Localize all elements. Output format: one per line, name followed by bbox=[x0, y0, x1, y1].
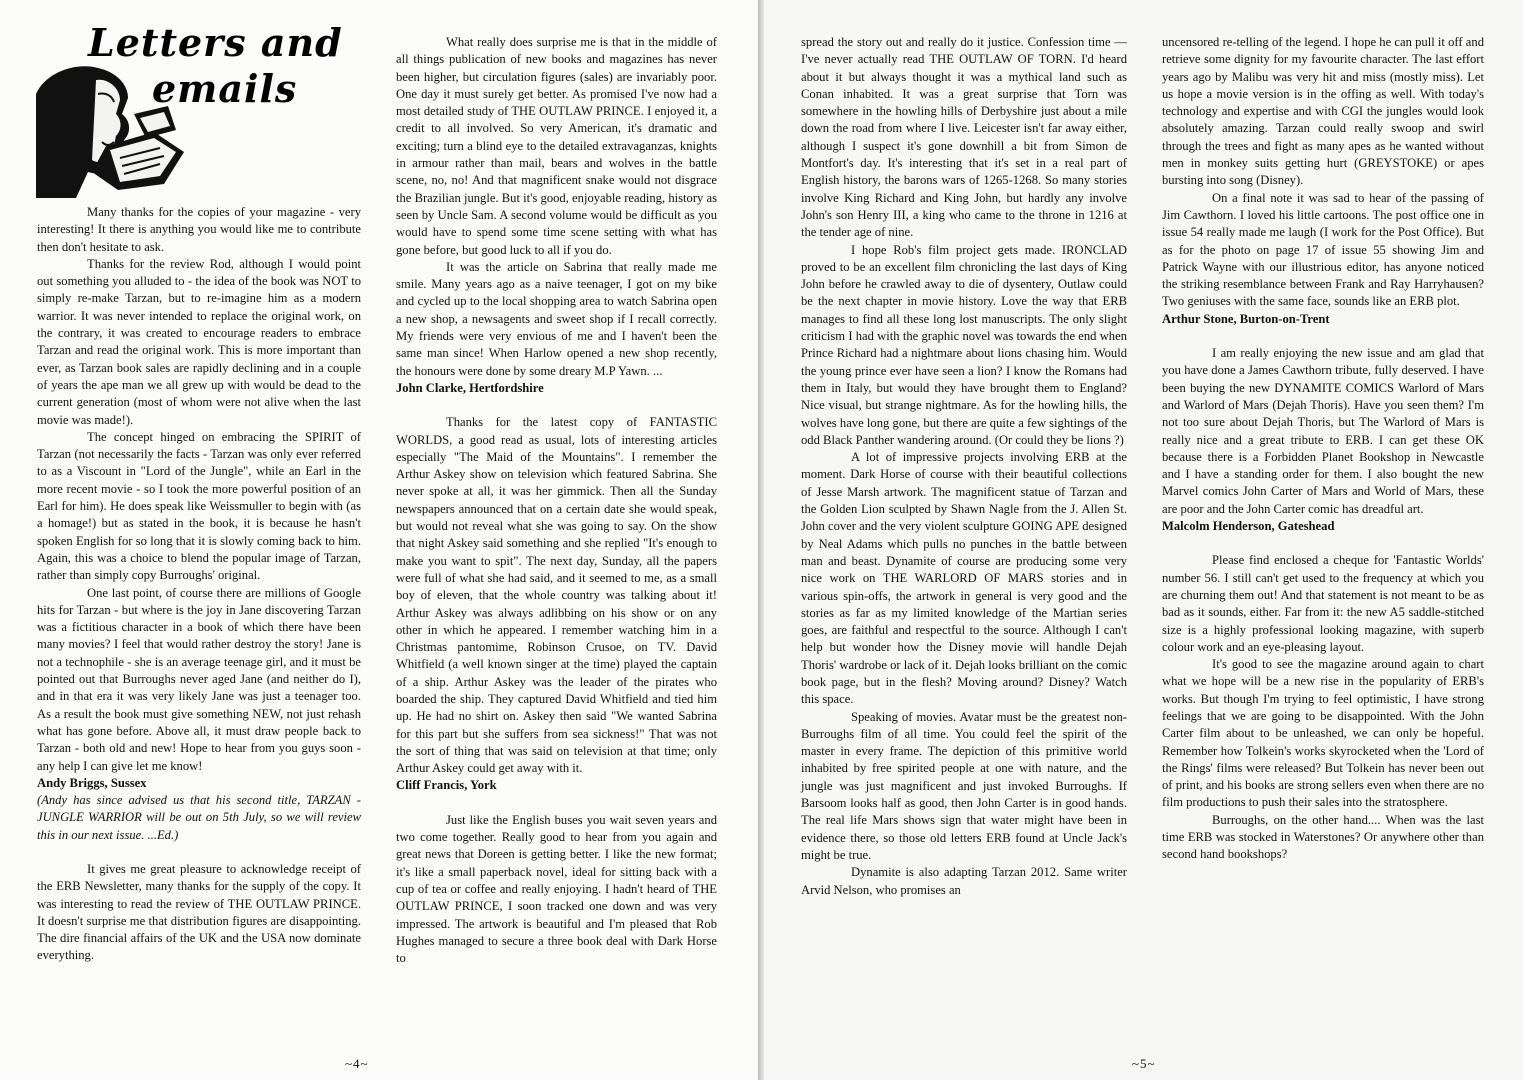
page-number-right: ~5~ bbox=[1132, 1056, 1156, 1071]
page-number-left: ~4~ bbox=[345, 1056, 369, 1071]
masthead bbox=[36, 20, 366, 198]
letter-paragraph: Burroughs, on the other hand.... When was the last time ERB was stocked in Waterstones? Or anywhere other than second hand bookshops? bbox=[1162, 812, 1484, 862]
editor-note: (Andy has since advised us that his second title, TARZAN -JUNGLE WARRIOR will be out on 5th July, so we will review this in our next issue. ...Ed.) bbox=[37, 793, 361, 842]
letter-paragraph: On a final note it was sad to hear of the passing of Jim Cawthorn. I loved his little cartoons. The post office one in issue 54 really made me laugh (I work for the Post Office). But as for the photo on page 17 of issue 55 showing Jim and Patrick Wayne with our illustrious editor, has anyone noticed the striking resemblance between Frank and Ray Harryhausen? Two geniuses with the same face, sounds like an ERB plot. bbox=[1162, 190, 1484, 309]
letter-paragraph: Dynamite is also adapting Tarzan 2012. Same writer Arvid Nelson, who promises an bbox=[801, 865, 1127, 897]
letter-paragraph: I hope Rob's film project gets made. IRONCLAD proved to be an excellent film chronicling the last days of King John before he crawled away to die of dysentery, Outlaw could be the next chapter in movie history. Love the way that ERB manages to find all these long lost manuscripts. The only slight criticism I had with the graphic novel was towards the end when Prince Richard had a nightmare about lions chasing him. Would the young prince ever have seen a lion? I know the Romans had them in Italy, but would they have brought them to England? Nice visual, but strange nightmare. As for the howling hills, the wolves have long gone, but there are quite a few sightings of the odd Black Panther wandering around. (Or could they be lions ?) bbox=[801, 242, 1127, 447]
letter-signature: Andy Briggs, Sussex bbox=[37, 775, 147, 790]
letter-paragraph: What really does surprise me is that in the middle of all things publication of new books and magazines has never been higher, but circulation figures (sales) are invariably poor. One day it must surely get better. As promised I've now had a most detailed study of THE OUTLAW PRINCE. I enjoyed it, a credit to all involved. So very American, it's dramatic and exciting; turn a blind eye to the detailed extravaganzas, knights in armour rather than mail, bears and wolves in the battle scene, no, no! And that magnificent snake would not disgrace the Brazilian jungle. But it's good, enjoyable reading, history as seen by Uncle Sam. A second volume would be difficult as you would have to spend some time scene setting with what has gone before, but good luck to all if you do. bbox=[396, 35, 717, 257]
letter-signature: Cliff Francis, York bbox=[396, 778, 497, 793]
letter-paragraph: uncensored re-telling of the legend. I hope he can pull it off and retrieve some dignity for my favourite character. The last effort years ago by Malibu was very hit and miss (mostly miss). Let us hope a movie version is in the offing as well. With today's technology and expertise and with CGI the jungles would look absolutely amazing. Tarzan could really swoop and swirl through the trees and fight as many apes as he wanted without men in monkey suits getting hurt (GREYSTOKE) or apes bursting into song (Disney). bbox=[1162, 35, 1484, 188]
column-2 bbox=[396, 34, 717, 967]
letter-paragraph: Many thanks for the copies of your magazine - very interesting! It there is anything you would like me to contribute then don't hesitate to ask. bbox=[37, 205, 361, 254]
column-3 bbox=[801, 34, 1127, 899]
heading-line1: Letters and bbox=[88, 20, 343, 65]
letter-paragraph: Just like the English buses you wait seven years and two come together. Really good to hear from you again and great news that Doreen is getting better. I like the new format; it's like a small paperback novel, ideal for sitting back with a cup of tea or coffee and really enjoying. I hadn't heard of THE OUTLAW PRINCE, I soon tracked one down and was very impressed. The artwork is beautiful and I'm pleased that Rob Hughes managed to secure a three book deal with Dark Horse to bbox=[396, 812, 717, 966]
letter-paragraph: It was the article on Sabrina that really made me smile. Many years ago as a naive teenager, I got on my bike and cycled up to the local shopping area to watch Sabrina open a new shop, a newsagents and sweet shop if I recall correctly. My friends were very envious of me and I haven't been the same man since! When Harlow opened a new shop recently, the honours were done by some dreary M.P Yawn. ... bbox=[396, 259, 717, 378]
column-1 bbox=[37, 204, 361, 965]
letter-paragraph: spread the story out and really do it justice. Confession time — I've never actually read THE OUTLAW OF TORN. I'd heard about it but always thought it was a mythical land such as Conan inhabited. It was a great surprise that Torn was somewhere in the howling hills of Derbyshire just about a mile down the road from where I live. Leicester isn't far away either, although I suspect it's gone downhill a bit from Simon de Montfort's day. It's interesting that it's set in a real part of English history, the barons wars of 1265-1268. So many stories involve King Richard and King John, but hardly any involve John's son Henry III, a king who came to the throne in 1216 at the tender age of nine. bbox=[801, 35, 1127, 240]
heading-line2: emails bbox=[152, 66, 298, 111]
letter-paragraph: One last point, of course there are millions of Google hits for Tarzan - but where is the joy in Jane discovering Tarzan was a fictitious character in a book of which there have been many movies? I feel that would rather destroy the story! Jane is not a technophile - she is an average teenage girl, and it must be pointed out that Burroughs never aged Jane (and neither do I), and in that era it was very likely Jane was just a teenager too. As a result the book must give something NEW, not just rehash what has gone before. Above all, it must draw people back to Tarzan - both old and new! Hope to hear from you guys soon - any help I can give let me know! bbox=[37, 585, 361, 773]
letter-paragraph: Thanks for the latest copy of FANTASTIC WORLDS, a good read as usual, lots of interesting articles especially "The Maid of the Mountains". I remember the Arthur Askey show on television which featured Sabrina. She never spoke at all, it was her gimmick. Then all the Sunday newspapers announced that on a certain date she would speak, but would not reveal what she was going to say. On the show that night Askey said something and she replied "It's enough to make you want to spit". The next day, Sunday, all the papers were full of what she had said, and it seemed to me, as a small boy of eleven, that the whole country was talking about it! Arthur Askey was always adlibbing on his show or on any other in which he appeared. I remember watching him in a Christmas pantomime, Robinson Crusoe, on TV. David Whitfield (a well known singer at the time) played the captain of a ship. Arthur Askey was the leader of the pirates who boarded the ship. They captured David Whitfield and tied him up. He had no shirt on. Askey then said "We wanted Sabrina for this part but she suffers from sea sickness!" That was not the sort of thing that was said on television at that time; only Arthur Askey could get away with it. bbox=[396, 415, 717, 776]
column-4 bbox=[1162, 34, 1484, 864]
letter-paragraph: It's good to see the magazine around again to chart what we hope will be a new rise in the popularity of ERB's works. But though I'm trying to feel optimistic, I have strong feelings that we are going to be disappointed. With the John Carter film about to be unleashed, we can only be hopeful. Remember how Tolkein's works skyrocketed when the 'Lord of the Rings' films were released? But Tolkein has never been out of print, and his books are strong sellers even when there are no film productions to push their sales into the stratosphere. bbox=[1162, 657, 1484, 810]
letter-paragraph: Thanks for the review Rod, although I would point out something you alluded to - the idea of the book was NOT to simply re-make Tarzan, but to re-imagine him as a modern warrior. It was never intended to replace the original work, on the contrary, it was created to encourage readers to embrace Tarzan and read the original work. This is more important than ever, as Tarzan book sales are rapidly declining and in a couple of years the ape man we all grew up with would be dead to the current generation (most of whom were not alive when the last movie was made!). bbox=[37, 256, 361, 427]
letter-paragraph: A lot of impressive projects involving ERB at the moment. Dark Horse of course with their beautiful collections of Jesse Marsh artwork. The magnificent statue of Tarzan and the Golden Lion sculpted by Shawn Nagle from the J. Allen St. John cover and the very violent sculpture GOING APE designed by Neal Adams which pulls no punches in the battle between man and beast. Dynamite of course are producing some very nice work on THE WARLORD OF MARS stories and in various spin-offs, the artwork in general is very good and the stories as far as my limited knowledge of the Martian series goes, are faithful and respectful to the source. Although I can't help but wonder how the Disney movie will handle Dejah Thoris' wardrobe or lack of it. Dejah looks brilliant on the comic book page, but in the flesh? Moving around? Disney? Watch this space. bbox=[801, 450, 1127, 707]
letter-signature: Malcolm Henderson, Gateshead bbox=[1162, 519, 1335, 534]
letter-paragraph: Speaking of movies. Avatar must be the greatest non-Burroughs film of all time. You could feel the spirit of the master in every frame. The depiction of this primitive world inhabited by free spirited people at one with nature, and the jungle was just magnificent and just invoked Burroughs. If Barsoom looks half as good, then John Carter is in good hands. The real life Mars shows sign that water might have been in evidence there, so those old letters ERB found at Uncle Jack's might be true. bbox=[801, 709, 1127, 862]
letter-paragraph: Please find enclosed a cheque for 'Fantastic Worlds' number 56. I still can't get used to the frequency at which you are churning them out! And that statement is not meant to be as bad as it sounds, either. Far from it: the new A5 saddle-stitched size is a highly professional looking magazine, with superb colour work and an eye-pleasing layout. bbox=[1162, 553, 1484, 654]
page-right bbox=[764, 0, 1523, 1080]
letter-signature: John Clarke, Hertfordshire bbox=[396, 380, 544, 395]
letter-signature: Arthur Stone, Burton-on-Trent bbox=[1162, 311, 1330, 326]
page-left bbox=[0, 0, 758, 1080]
letter-paragraph: I am really enjoying the new issue and am glad that you have done a James Cawthorn tribute, fully deserved. I have been buying the new DYNAMITE COMICS Warlord of Mars and Warlord of Mars (Dejah Thoris). Have you seen them? I'm not too sure about Dejah Thoris, but The Warlord of Mars is really nice and a great tribute to ERB. I can get these OK because there is a Forbidden Planet Bookshop in Newcastle and I have a standing order for them. I also bought the new Marvel comics John Carter of Mars and World of Mars, these are poor and the John Carter comic has dreadful art. bbox=[1162, 346, 1484, 516]
letter-paragraph: The concept hinged on embracing the SPIRIT of Tarzan (not necessarily the facts - Tarzan was only ever referred to as a Viscount in "Lord of the Jungle", while an Earl in the more recent movie - so I took the more powerful position of an Earl for him). He does speak like Weissmuller to begin with (as a homage!) but as stated in the book, it is because he hasn't spoken English for so long that it is slowly coming back to him. Again, this was a choice to blend the popular image of Tarzan, rather than simply copy Burroughs' original. bbox=[37, 429, 361, 583]
letter-paragraph: It gives me great pleasure to acknowledge receipt of the ERB Newsletter, many thanks for the supply of the copy. It was interesting to read the review of THE OUTLAW PRINCE. It doesn't surprise me that distribution figures are disappointing. The dire financial affairs of the UK and the USA now dominate everything. bbox=[37, 861, 361, 963]
